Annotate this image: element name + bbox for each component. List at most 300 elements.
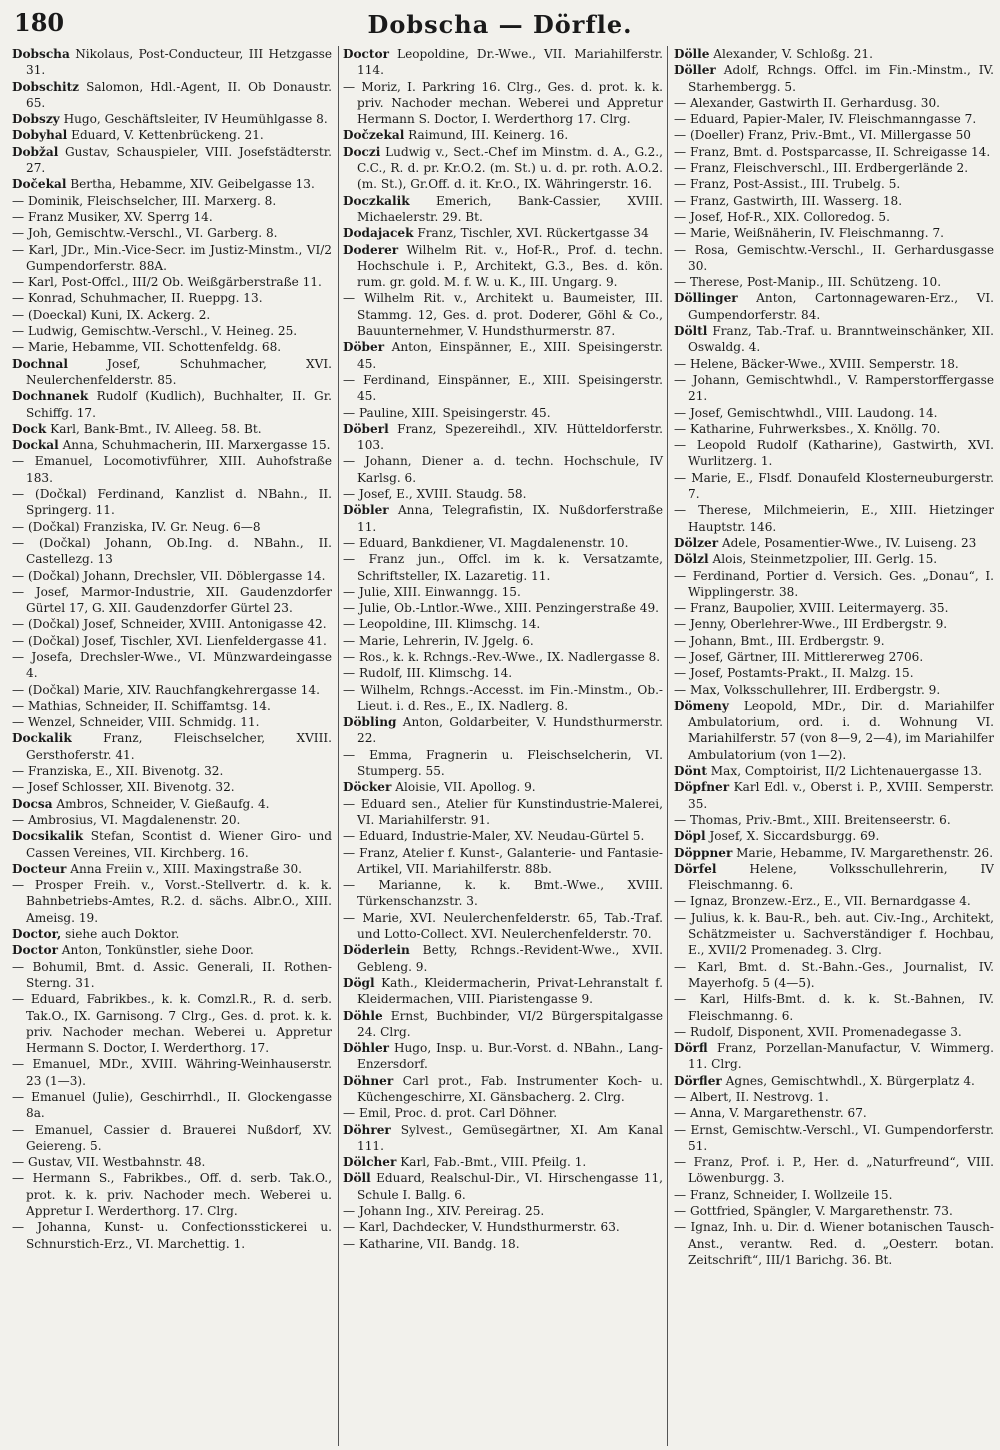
directory-entry bbox=[674, 1187, 994, 1203]
entry-text: — Johann Ing., XIV. Pereirag. 25. bbox=[343, 1204, 545, 1219]
directory-entry bbox=[674, 502, 994, 535]
entry-text: — Karl, Bmt. d. St.-Bahn.-Ges., Journalist, IV. Mayerhofg. 5 (4—5). bbox=[674, 959, 994, 990]
entry-text: Bertha, Hebamme, XIV. Geibelgasse 13. bbox=[66, 177, 315, 192]
directory-entry bbox=[674, 665, 994, 681]
entry-surname: Docsa bbox=[12, 796, 53, 811]
entry-text: Adele, Posamentier-Wwe., IV. Luiseng. 23 bbox=[718, 535, 977, 550]
entry-text: Anton, Cartonnagewaren-Erz., VI. Gumpendorferstr. 84. bbox=[688, 291, 994, 322]
entry-surname: Dockal bbox=[12, 438, 59, 453]
entry-text: — Thomas, Priv.-Bmt., XIII. Breitenseerstr. 6. bbox=[674, 812, 951, 827]
column-middle bbox=[338, 46, 668, 1446]
entry-text: — Emanuel (Julie), Geschirrhdl., II. Glockengasse 8a. bbox=[12, 1090, 332, 1121]
entry-text: Kath., Kleidermacherin, Privat-Lehranstalt f. Kleidermachen, VIII. Piaristengasse 9. bbox=[357, 975, 663, 1007]
entry-text: Anna, Telegrafistin, IX. Nußdorferstraße 11. bbox=[357, 503, 663, 534]
entry-text: — Franz, Prof. i. P., Her. d. „Naturfreund“, VIII. Löwenburgg. 3. bbox=[674, 1155, 994, 1186]
entry-text: — Gottfried, Spängler, V. Margarethenstr. 73. bbox=[674, 1204, 953, 1219]
directory-entry bbox=[343, 339, 663, 372]
directory-entry bbox=[674, 144, 994, 160]
entry-text: Anton, Goldarbeiter, V. Hundsthurmerstr. 22. bbox=[357, 715, 663, 746]
directory-entry bbox=[343, 551, 663, 584]
entry-text: Franz, Tab.-Traf. u. Branntweinschänker, XII. Oswaldg. 4. bbox=[688, 324, 994, 355]
entry-text: — Gustav, VII. Westbahnstr. 48. bbox=[12, 1155, 206, 1170]
column-left bbox=[12, 46, 332, 1446]
directory-entry bbox=[343, 1040, 663, 1073]
entry-text: — Franz, Gastwirth, III. Wasserg. 18. bbox=[674, 193, 903, 208]
entry-text: Carl prot., Fab. Instrumenter Koch- u. Küchengeschirre, XI. Gänsbacherg. 2. Clrg. bbox=[357, 1073, 663, 1104]
directory-entry bbox=[12, 584, 332, 617]
entry-text: Adolf, Rchngs. Offcl. im Fin.-Minstm., IV. Starhembergg. 5. bbox=[688, 63, 994, 94]
entry-text: Ernst, Buchbinder, VI/2 Bürgerspitalgasse 24. Clrg. bbox=[357, 1008, 663, 1039]
directory-entry bbox=[12, 519, 332, 535]
directory-entry bbox=[343, 665, 663, 681]
entry-surname: Dölle bbox=[674, 47, 710, 61]
entry-text: Anna Freiin v., XIII. Maxingstraße 30. bbox=[66, 861, 303, 876]
directory-entry bbox=[343, 79, 663, 128]
entry-text: — Karl, Post-Offcl., III/2 Ob. Weißgärberstraße 11. bbox=[12, 275, 322, 290]
entry-text: — Emanuel, Cassier d. Brauerei Nußdorf, XV. Geiereng. 5. bbox=[12, 1122, 332, 1153]
directory-entry bbox=[674, 600, 994, 616]
directory-entry bbox=[674, 95, 994, 111]
directory-entry bbox=[12, 812, 332, 828]
entry-surname: Döbling bbox=[343, 715, 397, 730]
directory-entry bbox=[674, 682, 994, 698]
directory-entry bbox=[343, 290, 663, 339]
directory-entry bbox=[343, 1105, 663, 1121]
directory-entry bbox=[12, 535, 332, 568]
directory-entry bbox=[343, 877, 663, 910]
entry-text: Wilhelm Rit. v., Hof-R., Prof. d. techn. Hochschule i. P., Architekt, G.3., Bes. d. kön. rum. gr. gold. M. f. W. u. K., III. Ungarg. 9. bbox=[357, 242, 663, 290]
entry-text: — Franz jun., Offcl. im k. k. Versatzamte, Schriftsteller, IX. Lazaretig. 11. bbox=[343, 552, 663, 583]
directory-entry bbox=[12, 877, 332, 926]
entry-text: — Ambrosius, VI. Magdalenenstr. 20. bbox=[12, 812, 241, 827]
entry-text: Gustav, Schauspieler, VIII. Josefstädterstr. 27. bbox=[26, 144, 332, 176]
entry-text: — (Dočkal) Ferdinand, Kanzlist d. NBahn., II. Springerg. 11. bbox=[12, 487, 332, 518]
directory-entry bbox=[343, 584, 663, 600]
directory-entry bbox=[12, 274, 332, 290]
entry-text: — (Dočkal) Josef, Schneider, XVIII. Antonigasse 42. bbox=[12, 617, 327, 632]
directory-entry bbox=[12, 437, 332, 453]
entry-text: Eduard, Realschul-Dir., VI. Hirschengasse 11, Schule I. Ballg. 6. bbox=[357, 1171, 663, 1202]
entry-surname: Dobschitz bbox=[12, 79, 80, 94]
directory-entry bbox=[343, 714, 663, 747]
entry-text: — Eduard, Papier-Maler, IV. Fleischmanngasse 7. bbox=[674, 112, 977, 127]
columns-container bbox=[12, 46, 994, 1446]
directory-entry bbox=[12, 730, 332, 763]
entry-surname: Dockalik bbox=[12, 731, 72, 746]
entry-text: — Mathias, Schneider, II. Schiffamtsg. 14. bbox=[12, 698, 271, 713]
entry-surname: Docteur bbox=[12, 861, 67, 876]
directory-entry bbox=[12, 1122, 332, 1155]
directory-entry bbox=[12, 46, 332, 79]
directory-entry bbox=[674, 372, 994, 405]
entry-surname: Doczi bbox=[343, 144, 381, 159]
directory-entry bbox=[674, 1154, 994, 1187]
entry-text: — Josefa, Drechsler-Wwe., VI. Münzwardeingasse 4. bbox=[12, 649, 332, 681]
entry-text: — Josef, Marmor-Industrie, XII. Gaudenzdorfer Gürtel 17, G. XII. Gaudenzdorfer Gürtel 23. bbox=[12, 584, 332, 616]
directory-entry bbox=[12, 111, 332, 127]
directory-entry bbox=[12, 828, 332, 861]
entry-surname: Dölzl bbox=[674, 552, 709, 567]
directory-entry bbox=[12, 682, 332, 698]
entry-text: — Ignaz, Inh. u. Dir. d. Wiener botanischen Tausch-Anst., verantw. Red. d. „Oesterr. botan. Zeitschrift“, III/1 Barichg. 36. Bt. bbox=[674, 1220, 994, 1267]
directory-entry bbox=[674, 1105, 994, 1121]
directory-entry bbox=[343, 796, 663, 829]
entry-surname: Dobszy bbox=[12, 112, 60, 127]
entry-text: — Josef, Gärtner, III. Mittlererweg 2706. bbox=[674, 649, 924, 664]
directory-entry bbox=[12, 926, 332, 942]
entry-text: — Josef Schlosser, XII. Bivenotg. 32. bbox=[12, 780, 235, 795]
entry-surname: Döcker bbox=[343, 780, 392, 795]
directory-entry bbox=[12, 486, 332, 519]
entry-text: Ambros, Schneider, V. Gießaufg. 4. bbox=[52, 796, 270, 811]
directory-entry bbox=[12, 421, 332, 437]
directory-entry bbox=[343, 486, 663, 502]
directory-entry bbox=[12, 307, 332, 323]
entry-surname: Döpfner bbox=[674, 780, 730, 795]
entry-text: — Jenny, Oberlehrer-Wwe., III Erdbergstr. 9. bbox=[674, 617, 948, 632]
directory-entry bbox=[674, 568, 994, 601]
entry-text: — Bohumil, Bmt. d. Assic. Generali, II. Rothen-Sterng. 31. bbox=[12, 959, 332, 990]
entry-text: Agnes, Gemischtwhdl., X. Bürgerplatz 4. bbox=[721, 1073, 975, 1088]
entry-text: — Johann, Diener a. d. techn. Hochschule, IV Karlsg. 6. bbox=[343, 454, 663, 485]
directory-entry bbox=[12, 942, 332, 958]
entry-text: — Rosa, Gemischtw.-Verschl., II. Gerhardusgasse 30. bbox=[674, 242, 994, 273]
entry-text: — Alexander, Gastwirth II. Gerhardusg. 30. bbox=[674, 95, 941, 110]
directory-entry bbox=[674, 193, 994, 209]
entry-surname: Döhrer bbox=[343, 1122, 391, 1137]
directory-entry bbox=[12, 861, 332, 877]
directory-entry bbox=[343, 649, 663, 665]
entry-text: Karl, Fab.-Bmt., VIII. Pfeilg. 1. bbox=[396, 1155, 587, 1170]
entry-text: Hugo, Insp. u. Bur.-Vorst. d. NBahn., Lang-Enzersdorf. bbox=[357, 1041, 663, 1072]
directory-entry bbox=[674, 1219, 994, 1268]
directory-entry bbox=[674, 290, 994, 323]
directory-entry bbox=[674, 991, 994, 1024]
directory-entry bbox=[674, 225, 994, 241]
entry-text: — Ludwig, Gemischtw.-Verschl., V. Heineg. 25. bbox=[12, 324, 298, 339]
entry-surname: Döllinger bbox=[674, 291, 738, 306]
directory-entry bbox=[674, 176, 994, 192]
entry-surname: Doczkalik bbox=[343, 193, 410, 208]
directory-entry bbox=[674, 812, 994, 828]
entry-text: — Rudolf, Disponent, XVII. Promenadegasse 3. bbox=[674, 1024, 962, 1039]
entry-surname: Doctor bbox=[12, 943, 58, 958]
entry-text: Anton, Einspänner, E., XIII. Speisingerstr. 45. bbox=[357, 340, 663, 371]
entry-text: — Franz, Fleischverschl., III. Erdbergerlände 2. bbox=[674, 161, 969, 176]
directory-entry bbox=[674, 437, 994, 470]
entry-text: Leopoldine, Dr.-Wwe., VII. Mariahilferstr. 114. bbox=[357, 47, 663, 78]
directory-entry bbox=[674, 356, 994, 372]
column-right bbox=[674, 46, 994, 1446]
directory-entry bbox=[12, 959, 332, 992]
entry-text: — Julius, k. k. Bau-R., beh. aut. Civ.-Ing., Architekt, Schätzmeister u. Sachverständiger f. Hochbau, E., XVII/2 Promenadeg. 3. Clrg. bbox=[674, 910, 994, 958]
entry-text: Franz, Porzellan-Manufactur, V. Wimmerg. 11. Clrg. bbox=[688, 1041, 994, 1072]
directory-entry bbox=[343, 127, 663, 143]
entry-surname: Dölzer bbox=[674, 535, 719, 550]
directory-entry bbox=[12, 388, 332, 421]
entry-text: — Franz, Bmt. d. Postsparcasse, II. Schreigasse 14. bbox=[674, 144, 991, 159]
directory-entry bbox=[343, 225, 663, 241]
directory-entry bbox=[674, 1024, 994, 1040]
directory-entry bbox=[343, 779, 663, 795]
entry-surname: Dörfler bbox=[674, 1073, 722, 1088]
entry-text: — Ernst, Gemischtw.-Verschl., VI. Gumpendorferstr. 51. bbox=[674, 1122, 994, 1153]
entry-text: — Eduard sen., Atelier für Kunstindustrie-Malerei, VI. Mariahilferstr. 91. bbox=[343, 796, 663, 827]
entry-text: — Katharine, VII. Bandg. 18. bbox=[343, 1236, 520, 1251]
entry-text: — Joh, Gemischtw.-Verschl., VI. Garberg. 8. bbox=[12, 226, 278, 241]
directory-entry bbox=[12, 1089, 332, 1122]
directory-entry bbox=[343, 405, 663, 421]
entry-text: Ludwig v., Sect.-Chef im Minstm. d. A., G.2., C.C., R. d. pr. Kr.O.2. (m. St.) u. d. pr. roth. A.O.2. (m. St.), Gr.Off. d. it. Kr.O., IX. Währingerstr. 16. bbox=[357, 144, 663, 192]
directory-entry bbox=[674, 910, 994, 959]
directory-entry bbox=[343, 1008, 663, 1041]
entry-text: Alexander, V. Schloßg. 21. bbox=[709, 47, 873, 61]
entry-text: — Therese, Milchmeierin, E., XIII. Hietzinger Hauptstr. 146. bbox=[674, 503, 994, 534]
directory-entry bbox=[674, 861, 994, 894]
entry-surname: Döberl bbox=[343, 421, 389, 436]
entry-text: — Eduard, Industrie-Maler, XV. Neudau-Gürtel 5. bbox=[343, 829, 645, 844]
directory-entry bbox=[343, 502, 663, 535]
entry-text: — Julie, XIII. Einwanngg. 15. bbox=[343, 584, 521, 599]
directory-entry bbox=[12, 1154, 332, 1170]
entry-text: Josef, X. Siccardsburgg. 69. bbox=[705, 829, 880, 844]
directory-entry bbox=[674, 209, 994, 225]
entry-text: — Hermann S., Fabrikbes., Off. d. serb. Tak.O., prot. k. k. priv. Nachoder mech. Weberei u. Appretur I. Werderthorg. 17. Clrg. bbox=[12, 1171, 332, 1219]
entry-surname: Dögl bbox=[343, 975, 375, 990]
directory-entry bbox=[343, 1122, 663, 1155]
entry-surname: Döhner bbox=[343, 1073, 394, 1088]
directory-entry bbox=[674, 1203, 994, 1219]
entry-text: Franz, Fleischselcher, XVIII. Gersthoferstr. 41. bbox=[26, 731, 332, 762]
entry-text: — Prosper Freih. v., Vorst.-Stellvertr. d. k. k. Bahnbetriebs-Amtes, R.2. d. sächs. Albr.O., XIII. Ameisg. 19. bbox=[12, 878, 332, 925]
entry-text: Stefan, Scontist d. Wiener Giro- und Cassen Vereines, VII. Kirchberg. 16. bbox=[26, 829, 332, 860]
entry-surname: Dočzekal bbox=[343, 128, 405, 143]
entry-text: — Wilhelm, Rchngs.-Accesst. im Fin.-Minstm., Ob.-Lieut. i. d. Res., E., IX. Nadlerg. 8. bbox=[343, 682, 663, 713]
entry-surname: Döller bbox=[674, 63, 716, 78]
directory-entry bbox=[12, 991, 332, 1056]
directory-entry bbox=[12, 714, 332, 730]
directory-entry bbox=[674, 893, 994, 909]
entry-surname: Dönt bbox=[674, 764, 707, 779]
entry-text: — Moriz, I. Parkring 16. Clrg., Ges. d. prot. k. k. priv. Nachoder mechan. Weberei und Appretur Hermann S. Doctor, I. Werderthorg 17. Clrg. bbox=[343, 79, 663, 127]
directory-entry bbox=[12, 356, 332, 389]
entry-text: siehe auch Doktor. bbox=[61, 927, 180, 942]
entry-text: — Emanuel, Locomotivführer, XIII. Auhofstraße 183. bbox=[12, 454, 332, 485]
directory-entry bbox=[12, 796, 332, 812]
directory-entry bbox=[12, 339, 332, 355]
directory-entry bbox=[343, 535, 663, 551]
entry-text: — Marie, Lehrerin, IV. Jgelg. 6. bbox=[343, 633, 534, 648]
directory-entry bbox=[343, 845, 663, 878]
directory-entry bbox=[12, 568, 332, 584]
directory-entry bbox=[12, 323, 332, 339]
directory-entry bbox=[343, 1170, 663, 1203]
directory-entry bbox=[674, 62, 994, 95]
entry-text: — Helene, Bäcker-Wwe., XVIII. Semperstr. 18. bbox=[674, 356, 959, 371]
directory-entry bbox=[343, 372, 663, 405]
directory-entry bbox=[343, 682, 663, 715]
directory-entry bbox=[12, 176, 332, 192]
entry-text: — Leopoldine, III. Klimschg. 14. bbox=[343, 617, 541, 632]
directory-entry bbox=[12, 779, 332, 795]
directory-entry bbox=[674, 779, 994, 812]
entry-surname: Döhle bbox=[343, 1008, 383, 1023]
entry-text: — Johann, Bmt., III. Erdbergstr. 9. bbox=[674, 633, 885, 648]
entry-surname: Döppner bbox=[674, 845, 733, 860]
entry-text: Nikolaus, Post-Conducteur, III Hetzgasse 31. bbox=[26, 47, 332, 78]
directory-entry bbox=[343, 242, 663, 291]
running-head: Dobscha — Dörfle. bbox=[367, 10, 633, 39]
entry-text: — (Dočkal) Johann, Drechsler, VII. Döblergasse 14. bbox=[12, 568, 326, 583]
entry-text: — Emanuel, MDr., XVIII. Währing-Weinhauserstr. 23 (1—3). bbox=[12, 1057, 332, 1088]
directory-entry bbox=[12, 649, 332, 682]
directory-entry bbox=[12, 633, 332, 649]
entry-text: Anton, Tonkünstler, siehe Door. bbox=[57, 943, 254, 958]
entry-text: Emerich, Bank-Cassier, XVIII. Michaelerstr. 29. Bt. bbox=[357, 193, 663, 224]
entry-surname: Dömeny bbox=[674, 698, 729, 713]
entry-text: — Ros., k. k. Rchngs.-Rev.-Wwe., IX. Nadlergasse 8. bbox=[343, 649, 661, 664]
directory-entry bbox=[343, 1203, 663, 1219]
entry-text: — Karl, Dachdecker, V. Hundsthurmerstr. 63. bbox=[343, 1220, 620, 1235]
entry-text: Franz, Spezereihdl., XIV. Hütteldorferstr. 103. bbox=[357, 421, 663, 453]
entry-text: — Karl, JDr., Min.-Vice-Secr. im Justiz-Minstm., VI/2 Gumpendorferstr. 88A. bbox=[12, 242, 332, 273]
directory-entry bbox=[343, 453, 663, 486]
directory-entry bbox=[674, 633, 994, 649]
entry-text: — Marie, Hebamme, VII. Schottenfeldg. 68. bbox=[12, 340, 282, 355]
entry-text: — Josef, Hof-R., XIX. Colloredog. 5. bbox=[674, 209, 890, 224]
entry-text: — Emma, Fragnerin u. Fleischselcherin, VI. Stumperg. 55. bbox=[343, 747, 663, 779]
directory-entry bbox=[674, 1122, 994, 1155]
directory-entry bbox=[674, 959, 994, 992]
directory-entry bbox=[674, 323, 994, 356]
directory-entry bbox=[674, 470, 994, 503]
directory-entry bbox=[674, 274, 994, 290]
directory-entry bbox=[12, 1170, 332, 1219]
entry-text: — Josef, Gemischtwhdl., VIII. Laudong. 14. bbox=[674, 405, 938, 420]
directory-entry bbox=[343, 1073, 663, 1106]
entry-surname: Dörfl bbox=[674, 1041, 708, 1056]
entry-text: Leopold, MDr., Dir. d. Mariahilfer Ambulatorium, ord. i. d. Wohnung VI. Mariahilferstr. 57 (von 8—9, 2—4), im Mariahilfer Ambulatorium (von 1—2). bbox=[688, 698, 994, 762]
entry-text: — Josef, E., XVIII. Staudg. 58. bbox=[343, 487, 527, 502]
directory-entry bbox=[343, 144, 663, 193]
directory-entry bbox=[12, 698, 332, 714]
directory-entry bbox=[343, 1154, 663, 1170]
directory-entry bbox=[343, 828, 663, 844]
entry-surname: Dobscha bbox=[12, 47, 70, 61]
entry-text: — Wenzel, Schneider, VIII. Schmidg. 11. bbox=[12, 715, 260, 730]
entry-surname: Döltl bbox=[674, 324, 708, 339]
entry-surname: Doctor, bbox=[12, 927, 62, 942]
directory-entry bbox=[12, 1219, 332, 1252]
entry-text: — Emil, Proc. d. prot. Carl Döhner. bbox=[343, 1106, 558, 1121]
entry-text: Eduard, V. Kettenbrückeng. 21. bbox=[67, 128, 264, 143]
directory-entry bbox=[343, 747, 663, 780]
directory-entry bbox=[343, 1236, 663, 1252]
entry-text: Helene, Volksschullehrerin, IV Fleischmanng. 6. bbox=[688, 861, 994, 893]
entry-text: — Karl, Hilfs-Bmt. d. k. k. St.-Bahnen, IV. Fleischmanng. 6. bbox=[674, 992, 994, 1023]
entry-text: Hugo, Geschäftsleiter, IV Heumühlgasse 8. bbox=[59, 112, 328, 127]
entry-text: — Marie, Weißnäherin, IV. Fleischmanng. 7. bbox=[674, 226, 945, 241]
entry-surname: Döber bbox=[343, 340, 385, 355]
directory-entry bbox=[12, 193, 332, 209]
entry-text: — (Dočkal) Franziska, IV. Gr. Neug. 6—8 bbox=[12, 519, 261, 534]
entry-surname: Döbler bbox=[343, 503, 389, 518]
directory-entry bbox=[343, 975, 663, 1008]
directory-entry bbox=[12, 616, 332, 632]
entry-text: — Julie, Ob.-Lntlor.-Wwe., XIII. Penzingerstraße 49. bbox=[343, 601, 660, 616]
entry-text: — Marianne, k. k. Bmt.-Wwe., XVIII. Türkenschanzstr. 3. bbox=[343, 878, 663, 909]
directory-entry bbox=[343, 46, 663, 79]
entry-text: Franz, Tischler, XVI. Rückertgasse 34 bbox=[413, 226, 649, 241]
directory-entry bbox=[674, 160, 994, 176]
entry-surname: Dočekal bbox=[12, 177, 67, 192]
directory-entry bbox=[343, 910, 663, 943]
directory-entry bbox=[674, 1073, 994, 1089]
directory-entry bbox=[343, 421, 663, 454]
entry-surname: Dörfel bbox=[674, 861, 717, 876]
entry-surname: Döhler bbox=[343, 1041, 390, 1056]
entry-text: — Franz, Schneider, I. Wollzeile 15. bbox=[674, 1187, 893, 1202]
directory-entry bbox=[12, 242, 332, 275]
directory-entry bbox=[12, 144, 332, 177]
directory-entry bbox=[674, 763, 994, 779]
entry-text: — Dominik, Fleischselcher, III. Marxerg. 8. bbox=[12, 193, 277, 208]
directory-entry bbox=[12, 1056, 332, 1089]
entry-text: — Ferdinand, Einspänner, E., XIII. Speisingerstr. 45. bbox=[343, 372, 663, 404]
entry-text: Salomon, Hdl.-Agent, II. Ob Donaustr. 65. bbox=[26, 79, 332, 110]
entry-text: — Albert, II. Nestrovg. 1. bbox=[674, 1090, 829, 1104]
entry-text: Marie, Hebamme, IV. Margarethenstr. 26. bbox=[732, 845, 994, 860]
entry-surname: Dobžal bbox=[12, 144, 59, 159]
entry-text: Betty, Rchngs.-Revident-Wwe., XVII. Gebleng. 9. bbox=[357, 943, 663, 974]
directory-entry bbox=[674, 616, 994, 632]
entry-text: — Ignaz, Bronzew.-Erz., E., VII. Bernardgasse 4. bbox=[674, 894, 971, 909]
entry-text: — Max, Volksschullehrer, III. Erdbergstr. 9. bbox=[674, 682, 941, 697]
entry-text: — Eduard, Fabrikbes., k. k. Comzl.R., R. d. serb. Tak.O., IX. Garnisong. 7 Clrg., Ges. d. prot. k. k. priv. Nachoder mechan. Weberei u. Appretur Hermann S. Doctor, I. Werderthorg. 17. bbox=[12, 992, 332, 1056]
directory-entry bbox=[674, 111, 994, 127]
entry-text: — (Dočkal) Johann, Ob.Ing. d. NBahn., II. Castellezg. 13 bbox=[12, 535, 332, 567]
directory-entry bbox=[674, 1089, 994, 1105]
directory-entry bbox=[12, 79, 332, 112]
entry-surname: Döpl bbox=[674, 829, 706, 844]
entry-text: — Marie, E., Flsdf. Donaufeld Klosterneuburgerstr. 7. bbox=[674, 470, 994, 502]
entry-text: — Johanna, Kunst- u. Confectionsstickerei u. Schnurstich-Erz., VI. Marchettig. 1. bbox=[12, 1220, 332, 1251]
entry-text: — Pauline, XIII. Speisingerstr. 45. bbox=[343, 405, 551, 420]
directory-entry bbox=[674, 649, 994, 665]
entry-text: — Franz Musiker, XV. Sperrg 14. bbox=[12, 209, 213, 224]
entry-text: — Johann, Gemischtwhdl., V. Ramperstorffergasse 21. bbox=[674, 372, 994, 404]
entry-text: — Katharine, Fuhrwerksbes., X. Knöllg. 70. bbox=[674, 421, 941, 436]
entry-text: — Franz, Atelier f. Kunst-, Galanterie- und Fantasie-Artikel, VII. Mariahilferstr. 88b. bbox=[343, 845, 663, 876]
entry-text: Max, Comptoirist, II/2 Lichtenauergasse 13. bbox=[706, 764, 983, 779]
entry-text: Anna, Schuhmacherin, III. Marxergasse 15. bbox=[58, 438, 331, 453]
entry-text: — Ferdinand, Portier d. Versich. Ges. „Donau“, I. Wipplingerstr. 38. bbox=[674, 568, 994, 599]
entry-text: Raimund, III. Keinerg. 16. bbox=[404, 128, 569, 143]
entry-surname: Docsikalik bbox=[12, 829, 84, 844]
entry-text: Alois, Steinmetzpolier, III. Gerlg. 15. bbox=[708, 552, 938, 567]
entry-text: — Eduard, Bankdiener, VI. Magdalenenstr. 10. bbox=[343, 535, 629, 550]
directory-entry bbox=[12, 290, 332, 306]
directory-entry bbox=[674, 46, 994, 62]
directory-entry bbox=[674, 828, 994, 844]
entry-text: — Marie, XVI. Neulerchenfelderstr. 65, Tab.-Traf. und Lotto-Collect. XVI. Neulerchenfelderstr. 70. bbox=[343, 910, 663, 942]
entry-text: — (Doeller) Franz, Priv.-Bmt., VI. Millergasse 50 bbox=[674, 128, 971, 143]
directory-entry bbox=[343, 616, 663, 632]
directory-entry bbox=[674, 551, 994, 567]
entry-text: — Franz, Post-Assist., III. Trubelg. 5. bbox=[674, 177, 901, 192]
entry-text: — Konrad, Schuhmacher, II. Rueppg. 13. bbox=[12, 291, 263, 306]
entry-surname: Dochnal bbox=[12, 356, 68, 371]
